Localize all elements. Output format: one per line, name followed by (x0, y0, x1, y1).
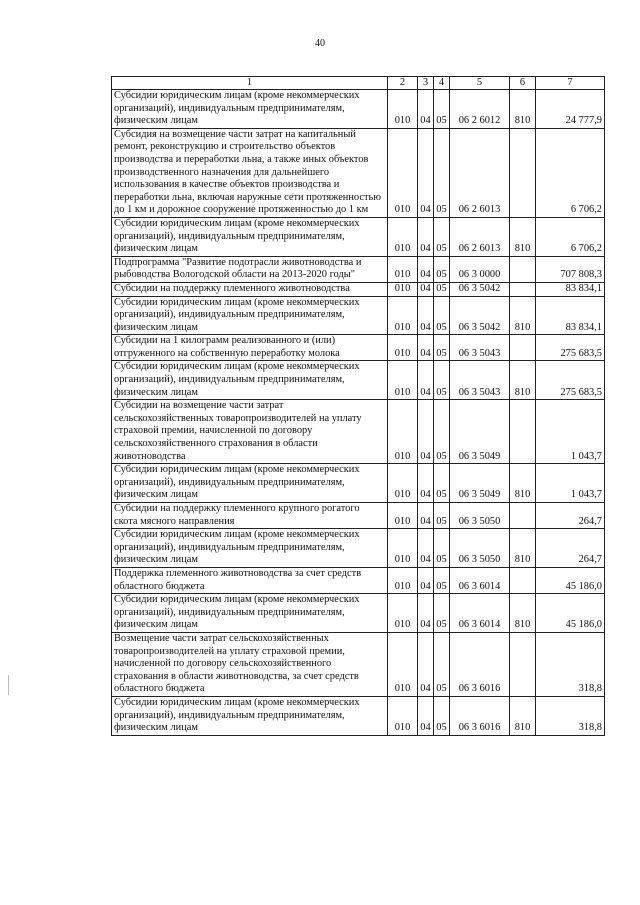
target-article-code-cell: 06 2 6013 (450, 217, 510, 256)
target-article-code-cell: 06 3 6014 (450, 567, 510, 593)
item-name-cell: Субсидии юридическим лицам (кроме некоммерческих организаций), индивидуальным предпринимателям, физическим лицам (112, 361, 388, 400)
expense-type-code-cell: 810 (510, 296, 536, 335)
page-number: 40 (315, 38, 325, 49)
target-article-code-cell: 06 3 5049 (450, 464, 510, 503)
target-article-code-cell: 06 2 6013 (450, 128, 510, 217)
section-code-cell: 04 (418, 256, 434, 282)
expense-type-code-cell: 810 (510, 90, 536, 129)
expense-type-code-cell (510, 503, 536, 529)
table-row (112, 217, 605, 256)
table-row (112, 400, 605, 464)
section-code-cell: 04 (418, 464, 434, 503)
section-code-cell: 04 (418, 594, 434, 633)
item-name-cell: Субсидия на возмещение части затрат на капитальный ремонт, реконструкцию и строительство объектов производства и переработки льна, а также иных объектов производственного назначения для дальнейшего использования в качестве объектов производства и переработки льна, включая наружные сети протяженностью до 1 км и дорожное сооружение протяженностью до 1 км (112, 128, 388, 217)
amount-cell: 45 186,0 (536, 594, 605, 633)
ministry-code-cell: 010 (388, 696, 418, 735)
subsection-code-cell: 05 (434, 296, 450, 335)
column-header: 4 (434, 77, 450, 90)
amount-cell: 264,7 (536, 503, 605, 529)
item-name-cell: Субсидии на возмещение части затрат сельскохозяйственных товаропроизводителей на уплату страховой премии, начисленной по договору сельскохозяйственного страхования в области животноводства (112, 400, 388, 464)
expense-type-code-cell: 810 (510, 529, 536, 568)
ministry-code-cell: 010 (388, 282, 418, 296)
amount-cell: 264,7 (536, 529, 605, 568)
column-header: 3 (418, 77, 434, 90)
subsection-code-cell: 05 (434, 400, 450, 464)
ministry-code-cell: 010 (388, 567, 418, 593)
table-row (112, 282, 605, 296)
amount-cell: 45 186,0 (536, 567, 605, 593)
expense-type-code-cell: 810 (510, 464, 536, 503)
expense-type-code-cell (510, 567, 536, 593)
target-article-code-cell: 06 3 5049 (450, 400, 510, 464)
subsection-code-cell: 05 (434, 335, 450, 361)
section-code-cell: 04 (418, 696, 434, 735)
item-name-cell: Субсидии юридическим лицам (кроме некоммерческих организаций), индивидуальным предпринимателям, физическим лицам (112, 594, 388, 633)
target-article-code-cell: 06 3 5050 (450, 503, 510, 529)
item-name-cell: Подпрограмма "Развитие подотрасли животноводства и рыбоводства Вологодской области на 2013-2020 годы" (112, 256, 388, 282)
target-article-code-cell: 06 3 0000 (450, 256, 510, 282)
subsection-code-cell: 05 (434, 567, 450, 593)
amount-cell: 318,8 (536, 696, 605, 735)
item-name-cell: Субсидии юридическим лицам (кроме некоммерческих организаций), индивидуальным предпринимателям, физическим лицам (112, 90, 388, 129)
expense-type-code-cell (510, 256, 536, 282)
target-article-code-cell: 06 3 6014 (450, 594, 510, 633)
column-header: 2 (388, 77, 418, 90)
ministry-code-cell: 010 (388, 464, 418, 503)
section-code-cell: 04 (418, 217, 434, 256)
table-row (112, 296, 605, 335)
target-article-code-cell: 06 3 5043 (450, 335, 510, 361)
amount-cell: 83 834,1 (536, 296, 605, 335)
section-code-cell: 04 (418, 503, 434, 529)
table-row (112, 529, 605, 568)
expense-type-code-cell: 810 (510, 361, 536, 400)
ministry-code-cell: 010 (388, 256, 418, 282)
target-article-code-cell: 06 3 5043 (450, 361, 510, 400)
section-code-cell: 04 (418, 335, 434, 361)
ministry-code-cell: 010 (388, 503, 418, 529)
section-code-cell: 04 (418, 128, 434, 217)
amount-cell: 707 808,3 (536, 256, 605, 282)
table-row (112, 128, 605, 217)
item-name-cell: Субсидии юридическим лицам (кроме некоммерческих организаций), индивидуальным предпринимателям, физическим лицам (112, 217, 388, 256)
item-name-cell: Субсидии юридическим лицам (кроме некоммерческих организаций), индивидуальным предпринимателям, физическим лицам (112, 696, 388, 735)
expense-type-code-cell (510, 128, 536, 217)
amount-cell: 6 706,2 (536, 217, 605, 256)
subsection-code-cell: 05 (434, 90, 450, 129)
ministry-code-cell: 010 (388, 128, 418, 217)
table-row (112, 567, 605, 593)
section-code-cell: 04 (418, 361, 434, 400)
expense-type-code-cell (510, 400, 536, 464)
subsection-code-cell: 05 (434, 529, 450, 568)
table-row (112, 361, 605, 400)
item-name-cell: Поддержка племенного животноводства за счет средств областного бюджета (112, 567, 388, 593)
section-code-cell: 04 (418, 400, 434, 464)
table-row (112, 503, 605, 529)
amount-cell: 318,8 (536, 632, 605, 696)
table-row (112, 632, 605, 696)
subsection-code-cell: 05 (434, 464, 450, 503)
table-header-row (112, 77, 605, 90)
item-name-cell: Возмещение части затрат сельскохозяйственных товаропроизводителей на уплату страховой премии, начисленной по договору сельскохозяйственного страхования в области животноводства, за счет средств областного бюджета (112, 632, 388, 696)
amount-cell: 83 834,1 (536, 282, 605, 296)
table-row (112, 696, 605, 735)
expense-type-code-cell: 810 (510, 696, 536, 735)
table-row (112, 464, 605, 503)
expense-type-code-cell (510, 632, 536, 696)
section-code-cell: 04 (418, 529, 434, 568)
ministry-code-cell: 010 (388, 90, 418, 129)
subsection-code-cell: 05 (434, 128, 450, 217)
target-article-code-cell: 06 3 5050 (450, 529, 510, 568)
target-article-code-cell: 06 3 5042 (450, 296, 510, 335)
amount-cell: 1 043,7 (536, 464, 605, 503)
table-row (112, 594, 605, 633)
ministry-code-cell: 010 (388, 529, 418, 568)
expense-type-code-cell: 810 (510, 594, 536, 633)
table-row (112, 90, 605, 129)
section-code-cell: 04 (418, 282, 434, 296)
section-code-cell: 04 (418, 90, 434, 129)
column-header: 1 (112, 77, 388, 90)
amount-cell: 1 043,7 (536, 400, 605, 464)
table-row (112, 256, 605, 282)
target-article-code-cell: 06 3 6016 (450, 632, 510, 696)
subsection-code-cell: 05 (434, 217, 450, 256)
ministry-code-cell: 010 (388, 400, 418, 464)
subsection-code-cell: 05 (434, 594, 450, 633)
item-name-cell: Субсидии юридическим лицам (кроме некоммерческих организаций), индивидуальным предпринимателям, физическим лицам (112, 529, 388, 568)
target-article-code-cell: 06 3 5042 (450, 282, 510, 296)
column-header: 6 (510, 77, 536, 90)
section-code-cell: 04 (418, 632, 434, 696)
item-name-cell: Субсидии на 1 килограмм реализованного и (или) отгруженного на собственную переработку молока (112, 335, 388, 361)
target-article-code-cell: 06 2 6012 (450, 90, 510, 129)
item-name-cell: Субсидии на поддержку племенного животноводства (112, 282, 388, 296)
expense-type-code-cell: 810 (510, 217, 536, 256)
amount-cell: 275 683,5 (536, 335, 605, 361)
amount-cell: 275 683,5 (536, 361, 605, 400)
target-article-code-cell: 06 3 6016 (450, 696, 510, 735)
expense-type-code-cell (510, 282, 536, 296)
item-name-cell: Субсидии на поддержку племенного крупного рогатого скота мясного направления (112, 503, 388, 529)
budget-table (111, 76, 605, 736)
subsection-code-cell: 05 (434, 256, 450, 282)
subsection-code-cell: 05 (434, 503, 450, 529)
column-header: 5 (450, 77, 510, 90)
ministry-code-cell: 010 (388, 361, 418, 400)
item-name-cell: Субсидии юридическим лицам (кроме некоммерческих организаций), индивидуальным предпринимателям, физическим лицам (112, 464, 388, 503)
amount-cell: 6 706,2 (536, 128, 605, 217)
ministry-code-cell: 010 (388, 632, 418, 696)
ministry-code-cell: 010 (388, 335, 418, 361)
subsection-code-cell: 05 (434, 696, 450, 735)
ministry-code-cell: 010 (388, 594, 418, 633)
ministry-code-cell: 010 (388, 217, 418, 256)
item-name-cell: Субсидии юридическим лицам (кроме некоммерческих организаций), индивидуальным предпринимателям, физическим лицам (112, 296, 388, 335)
ministry-code-cell: 010 (388, 296, 418, 335)
subsection-code-cell: 05 (434, 282, 450, 296)
section-code-cell: 04 (418, 567, 434, 593)
subsection-code-cell: 05 (434, 361, 450, 400)
section-code-cell: 04 (418, 296, 434, 335)
subsection-code-cell: 05 (434, 632, 450, 696)
table-row (112, 335, 605, 361)
amount-cell: 24 777,9 (536, 90, 605, 129)
scan-margin-mark (8, 675, 9, 695)
expense-type-code-cell (510, 335, 536, 361)
column-header: 7 (536, 77, 605, 90)
